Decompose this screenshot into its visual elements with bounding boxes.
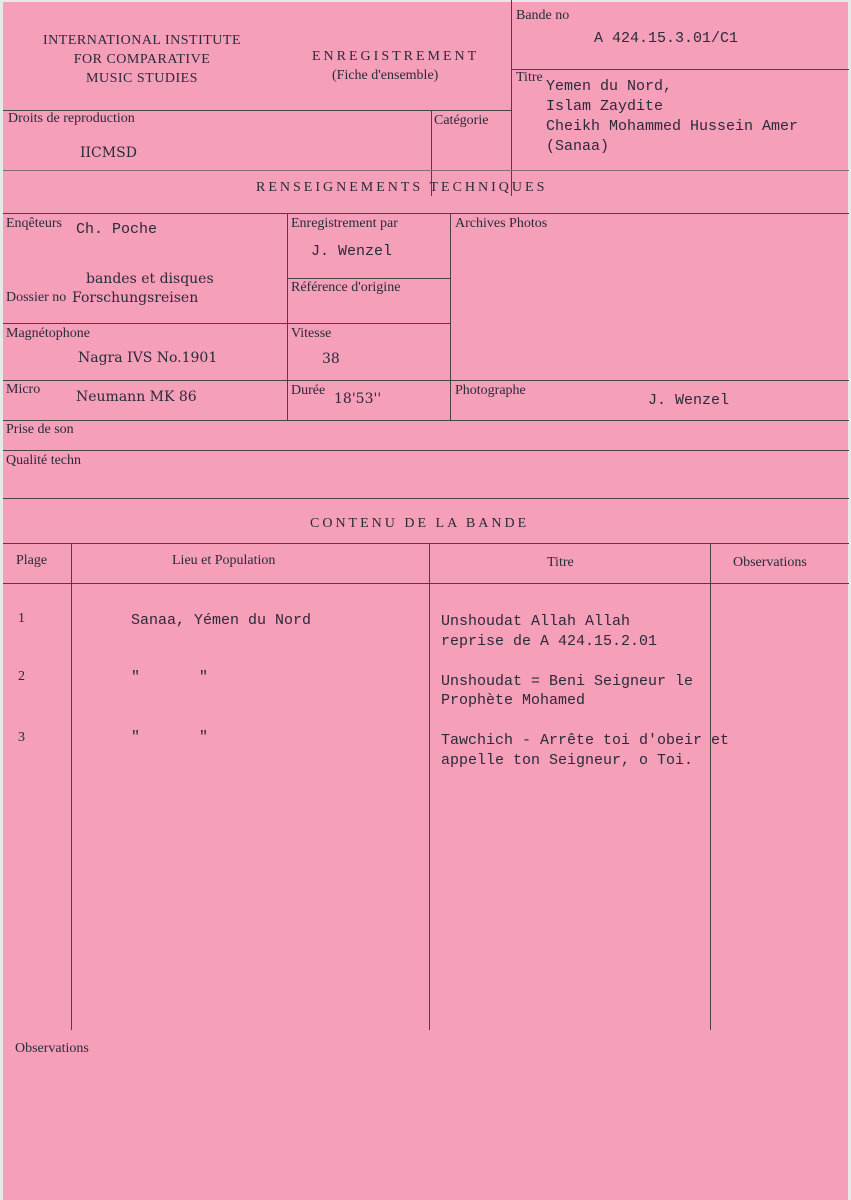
dossier-value-line1: bandes et disques [86, 271, 214, 287]
enqueteurs-label: Enqêteurs [6, 216, 62, 231]
enqueteurs-value: Ch. Poche [76, 221, 158, 238]
col-header-lieu: Lieu et Population [172, 553, 276, 568]
tech-col-divider-1 [287, 213, 288, 420]
titre-line: Cheikh Mohammed Hussein Amer [546, 118, 799, 135]
col-header-plage: Plage [16, 553, 48, 568]
droits-label: Droits de reproduction [8, 111, 135, 126]
titre-line: (Sanaa) [546, 138, 610, 155]
row-lieu-ditto: " [199, 729, 209, 746]
row-titre-line: appelle ton Seigneur, o Toi. [441, 752, 694, 769]
institute-name [8, 31, 276, 88]
col-header-observations: Observations [733, 555, 807, 570]
enregistrement-value: J. Wenzel [311, 243, 393, 260]
tech-top-line [3, 213, 849, 214]
categorie-label: Catégorie [434, 113, 489, 128]
table-col-divider-1 [71, 543, 72, 1030]
magnetophone-divider [3, 323, 450, 324]
table-top-line [3, 543, 849, 544]
prise-label: Prise de son [6, 422, 74, 437]
institute-line: INTERNATIONAL INSTITUTE [43, 33, 241, 48]
qualite-label: Qualité techn [6, 453, 82, 468]
header-faint-line [3, 170, 849, 171]
form-title: ENREGISTREMENT [312, 49, 480, 64]
row-lieu-ditto: " [131, 669, 141, 686]
row-titre-line: Tawchich - Arrête toi d'obeir et [441, 732, 730, 749]
dossier-label: Dossier no [6, 290, 67, 305]
contenu-section-title: CONTENU DE LA BANDE [310, 516, 530, 531]
titre-line: Islam Zaydite [546, 98, 664, 115]
row-lieu-ditto: " [199, 669, 209, 686]
titre-label: Titre [516, 70, 543, 85]
row-titre-line: Unshoudat = Beni Seigneur le [441, 673, 694, 690]
col-header-titre: Titre [547, 555, 574, 570]
dossier-value-line2: Forschungsreisen [72, 290, 199, 306]
enregistrement-label: Enregistrement par [291, 216, 398, 231]
row-lieu: Sanaa, Yémen du Nord [131, 612, 312, 629]
table-col-divider-2 [429, 543, 430, 1030]
header-divider [511, 0, 512, 196]
form-subtitle: (Fiche d'ensemble) [332, 68, 439, 83]
paper-edge-top [0, 0, 851, 2]
titre-line: Yemen du Nord, [546, 78, 673, 95]
duree-label: Durée [291, 383, 326, 398]
bande-divider [511, 69, 849, 70]
row-titre-line: Prophète Mohamed [441, 692, 586, 709]
row-lieu-ditto: " [131, 729, 141, 746]
qualite-divider [3, 450, 849, 451]
micro-divider [3, 380, 849, 381]
paper-edge-left [0, 0, 3, 1200]
magnetophone-label: Magnétophone [6, 326, 90, 341]
vitesse-value: 38 [322, 351, 340, 367]
magnetophone-value: Nagra IVS No.1901 [78, 350, 218, 366]
tech-section-title: RENSEIGNEMENTS TECHNIQUES [256, 180, 548, 195]
institute-line: FOR COMPARATIVE [73, 52, 211, 67]
table-header-line [3, 583, 849, 584]
institute-line: MUSIC STUDIES [86, 71, 198, 86]
photographe-label: Photographe [455, 383, 526, 398]
row-titre-line: Unshoudat Allah Allah [441, 613, 631, 630]
tech-col-divider-2 [450, 213, 451, 420]
row-plage: 3 [18, 730, 25, 745]
row-titre-line: reprise de A 424.15.2.01 [441, 633, 658, 650]
table-col-divider-3 [710, 543, 711, 1030]
reference-label: Référence d'origine [291, 280, 401, 295]
reference-divider [287, 278, 450, 279]
vitesse-label: Vitesse [291, 326, 332, 341]
duree-value: 18'53'' [334, 391, 382, 407]
droits-value: IICMSD [80, 145, 137, 161]
micro-label: Micro [6, 382, 41, 397]
bande-label: Bande no [516, 8, 570, 23]
row-plage: 1 [18, 611, 25, 626]
bande-value: A 424.15.3.01/C1 [594, 30, 739, 47]
prise-divider [3, 420, 849, 421]
tech-bottom-line [3, 498, 849, 499]
archives-label: Archives Photos [455, 216, 548, 231]
photographe-value: J. Wenzel [648, 392, 730, 409]
micro-value: Neumann MK 86 [76, 389, 197, 405]
row-plage: 2 [18, 669, 25, 684]
observations-label: Observations [15, 1041, 89, 1056]
